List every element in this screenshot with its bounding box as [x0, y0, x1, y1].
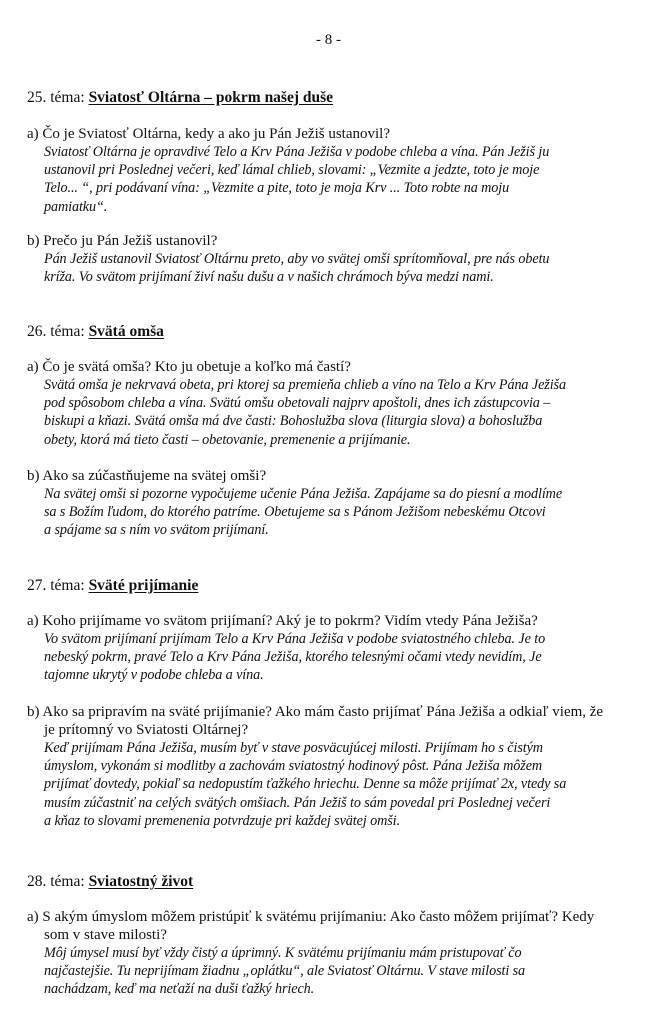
answer-line: pod spôsobom chleba a vína. Svätú omšu obetovali najprv apoštoli, dnes ich zástupcovia –	[44, 395, 551, 412]
answer-line: ustanovil pri Poslednej večeri, keď lámal chlieb, slovami: „Vezmite a jedzte, toto je moje	[44, 162, 540, 179]
topic-title: Sväté prijímanie	[88, 577, 199, 594]
question-block-28a	[27, 908, 642, 999]
question-block-27b	[27, 703, 642, 830]
question-text	[27, 358, 642, 376]
question-text	[27, 612, 642, 630]
topic-title: Svätá omša	[88, 323, 164, 340]
topic-heading-26	[27, 323, 164, 341]
answer-line: Svätá omša je nekrvavá obeta, pri ktorej sa premieňa chlieb a víno na Telo a Krv Pána Ježiša	[44, 377, 566, 393]
question-line: a) Koho prijímame vo svätom prijímaní? Aký je to pokrm? Vidím vtedy Pána Ježiša?	[27, 613, 538, 629]
answer-line: úmyslom, vykonám si modlitby a zachovám sviatostný hodinový pôst. Pána Ježiša môžem	[44, 758, 543, 775]
answer-line: Na svätej omši si pozorne vypočujeme učenie Pána Ježiša. Zapájame sa do piesní a modlíme	[44, 486, 563, 502]
answer-line: Pán Ježiš ustanovil Sviatosť Oltárnu preto, aby vo svätej omši sprítomňoval, pre nás obetu	[44, 251, 550, 267]
answer-line: Môj úmysel musí byť vždy čistý a úprimný. K svätému prijímaniu mám pristupovať čo	[44, 945, 522, 961]
topic-heading-25	[27, 89, 333, 107]
question-line: a) Čo je svätá omša? Kto ju obetuje a koľko má častí?	[27, 359, 351, 375]
topic-label: 27. téma:	[27, 577, 85, 594]
answer-line: obety, ktorá má tieto časti – obetovanie, premenenie a prijímanie.	[44, 431, 411, 448]
answer-line: a kňaz to slovami premenenia potvrdzuje pri každej svätej omši.	[44, 812, 400, 829]
question-text	[27, 908, 642, 944]
answer-text	[27, 630, 642, 685]
question-line: b) Ako sa zúčastňujeme na svätej omši?	[27, 468, 267, 484]
question-block-26b	[27, 467, 642, 540]
answer-line: najčastejšie. Tu neprijímam žiadnu „oplátku“, ale Sviatosť Oltárnu. V stave milosti sa	[44, 963, 526, 980]
answer-line: biskupi a kňazi. Svätá omša má dve časti: Bohoslužba slova (liturgia slova) a bohoslužba	[44, 413, 543, 430]
answer-line: Sviatosť Oltárna je opravdivé Telo a Krv Pána Ježiša v podobe chleba a vína. Pán Ježiš ju	[44, 144, 550, 160]
question-block-25b	[27, 232, 642, 286]
answer-line: sa s Božím ľudom, do ktorého patríme. Obetujeme sa s Pánom Ježišom nebeskému Otcovi	[44, 504, 546, 521]
answer-line: tajomne ukrytý v podobe chleba a vína.	[44, 667, 264, 684]
answer-line: Keď prijímam Pána Ježiša, musím byť v stave posväcujúcej milosti. Prijímam ho s čistým	[44, 740, 543, 756]
answer-line: nebeský pokrm, pravé Telo a Krv Pána Ježiša, ktorého telesnými očami vtedy nevidím, Je	[44, 649, 542, 666]
answer-line: Vo svätom prijímaní prijímam Telo a Krv Pána Ježiša v podobe sviatostného chleba. Je to	[44, 631, 546, 647]
question-text	[27, 467, 642, 485]
topic-label: 26. téma:	[27, 323, 85, 340]
question-text	[27, 125, 642, 143]
question-line: b) Ako sa pripravím na sväté prijímanie? Ako mám často prijímať Pána Ježiša a odkiaľ viem, že	[27, 704, 604, 720]
page-number: - 8 -	[316, 32, 341, 48]
answer-text	[27, 944, 642, 999]
answer-line: nachádzam, keď ma neťaží na duši ťažký hriech.	[44, 981, 315, 998]
question-text	[27, 703, 642, 739]
topic-heading-28	[27, 873, 193, 891]
answer-line: Telo... “, pri podávaní vína: „Vezmite a pite, toto je moja Krv ... Toto robte na moju	[44, 180, 510, 197]
question-text	[27, 232, 642, 250]
topic-heading-27	[27, 577, 198, 595]
question-line: a) S akým úmyslom môžem pristúpiť k svätému prijímaniu: Ako často môžem prijímať? Kedy	[27, 909, 595, 925]
topic-title: Sviatostný život	[88, 873, 194, 890]
answer-text	[27, 143, 642, 216]
answer-line: pamiatku“.	[44, 198, 108, 215]
answer-line: musím zúčastniť na celých svätých omšiach. Pán Ježiš to sám povedal pri Poslednej večeri	[44, 794, 551, 811]
answer-text	[27, 250, 642, 286]
topic-label: 28. téma:	[27, 873, 85, 890]
question-line: je prítomný vo Sviatosti Oltárnej?	[44, 722, 249, 738]
answer-text	[27, 485, 642, 540]
question-block-25a	[27, 125, 642, 216]
topic-title: Sviatosť Oltárna – pokrm našej duše	[88, 89, 334, 106]
answer-line: prijímať dovtedy, pokiaľ sa nedopustím ťažkého hriechu. Denne sa môže prijímať 2x, vtedy sa	[44, 776, 567, 793]
answer-text	[27, 376, 642, 449]
answer-text	[27, 739, 642, 830]
question-line: b) Prečo ju Pán Ježiš ustanovil?	[27, 233, 218, 249]
question-line: a) Čo je Sviatosť Oltárna, kedy a ako ju Pán Ježiš ustanovil?	[27, 126, 390, 142]
topic-label: 25. téma:	[27, 89, 85, 106]
answer-line: a spájame sa s ním vo svätom prijímaní.	[44, 522, 269, 539]
answer-line: kríža. Vo svätom prijímaní živí našu dušu a v našich chrámoch býva medzi nami.	[44, 269, 494, 286]
question-line: som v stave milosti?	[44, 927, 167, 943]
question-block-27a	[27, 612, 642, 685]
question-block-26a	[27, 358, 642, 449]
